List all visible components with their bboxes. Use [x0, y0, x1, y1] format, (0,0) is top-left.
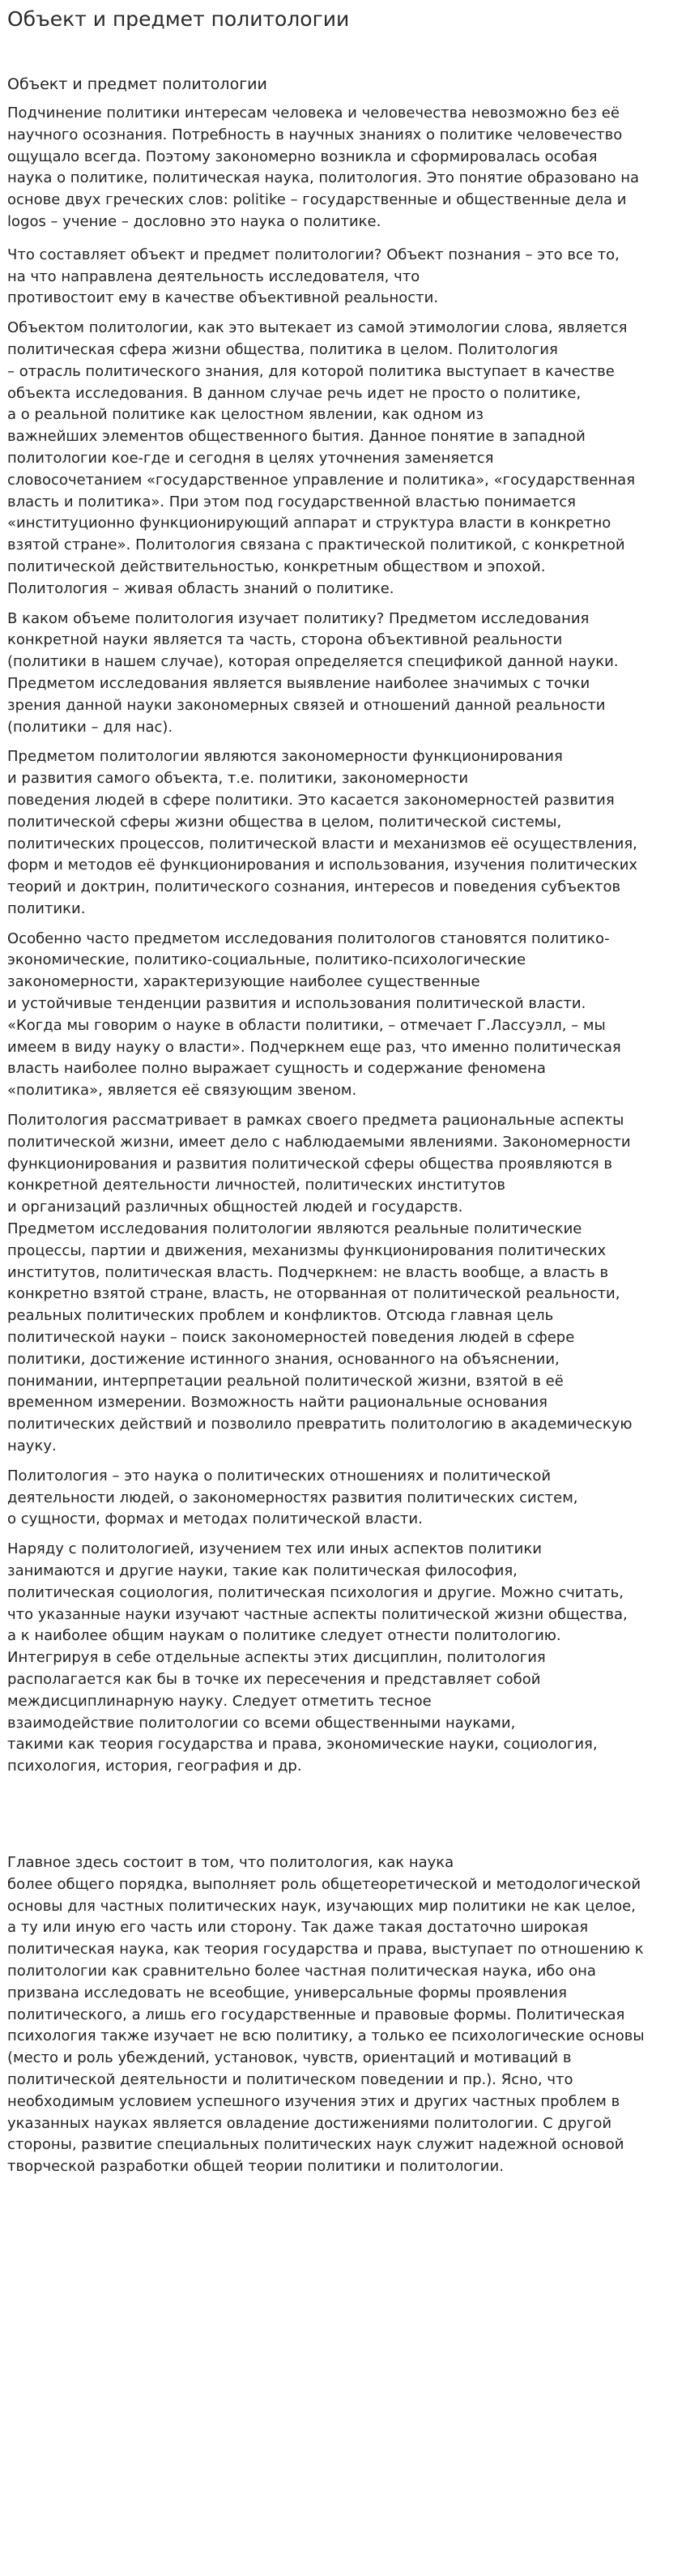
- closing-paragraph: Главное здесь состоит в том, что политология, как наука более общего порядка, выполняет роль общетеоретической и методологической основы для частных политических наук, изучающих мир политики не как целое, а ту или иную его часть или сторону. Так даже такая достаточно широкая политическая наука, как теория государства и права, выступает по отношению к политологии как сравнительно более частная политическая наука, ибо она призвана исследовать не всеобщие, универсальные формы проявления политического, а лишь его государственные и правовые формы. Политическая психология также изучает не всю политику, а только ее психологические основы (место и роль убеждений, установок, чувств, ориентаций и мотиваций в политической деятельности и политическом поведении и пр.). Ясно, что необходимым условием успешного изучения этих и других частных проблем в указанных науках является овладение достижениями политологии. С другой стороны, развитие специальных политических наук служит надежной основой творческой разработки общей теории политики и политологии.: [7, 1853, 645, 2176]
- paragraph: Наряду с политологией, изучением тех или иных аспектов политики занимаются и другие науки, такие как политическая философия, политическая социология, политическая психология и другие. Можно считать, что указанные науки изучают частные аспекты политической жизни общества, а к наиболее общим наукам о политике следует отнести политологию. Интегрируя в себе отдельные аспекты этих дисциплин, политология располагается как бы в точке их пересечения и представляет собой междисциплинарную науку. Следует отметить тесное взаимодействие политологии со всеми общественными науками, такими как теория государства и права, экономические науки, социология, психология, история, география и др.: [7, 1540, 628, 1775]
- paragraph: Предметом политологии являются закономерности функционирования и развития самого объекта, т.е. политики, закономерности поведения людей в сфере политики. Это касается закономерностей развития политической сферы жизни общества в целом, политической системы, политических процессов, политической власти и механизмов её осуществления, форм и методов её функционирования и использования, изучения политических теорий и доктрин, политического сознания, интересов и поведения субъектов политики.: [7, 748, 638, 917]
- section-heading: Объект и предмет политологии: [7, 75, 267, 93]
- paragraph: Подчинение политики интересам человека и человечества невозможно без её научного осознания. Потребность в научных знаниях о политике человечество ощущало всегда. Поэтому закономерно возникла и сформировалась особая наука о политике, политическая наука, политология. Это понятие образовано на основe двух греческих слов: politike – государственные и общественные дела и logos – учение – дословно это наука о политике.: [7, 105, 640, 230]
- paragraph: Политология рассматривает в рамках своего предмета рациональные аспекты политической жизни, имеет дело с наблюдаемыми явлениями. Закономерности функционирования и развития политической сферы общества проявляются в конкретной деятельности личностей, политических институтов и организаций различных общностей людей и государств. Предметом исследования политологии являются реальные политические процессы, партии и движения, механизмы функционирования политических институтов, политическая власть. Подчеркнем: не власть вообще, а власть в конкретно взятой стране, власть, не оторванная от политической реальности, реальных политических проблем и конфликтов. Отсюда главная цель политической науки – поиск закономерностей поведения людей в сфере политики, достижение истинного знания, основанного на объяснении, понимании, интерпретации реальной политической жизни, взятой в её временном измерении. Возможность найти рациональные основания политических действий и позволило превратить политологию в академическую науку.: [7, 1112, 633, 1455]
- document-body: [7, 103, 678, 2178]
- paragraph: В каком объеме политология изучает политику? Предметом исследования конкретной науки является та часть, сторона объективной реальности (политики в нашем случае), которая определяется спецификой данной науки. Предметом исследования является выявление наиболее значимых с точки зрения данной науки закономерных связей и отношений данной реальности (политики – для нас).: [7, 609, 619, 736]
- paragraph: Особенно часто предметом исследования политологов становятся политико- экономические, политико-социальные, политико-психологические закономерности, характеризующие наиболее существенные и устойчивые тенденции развития и использования политической власти. «Когда мы говорим о науке в области политики, – отмечает Г.Лассуэлл, – мы имеем в виду науку о власти». Подчеркнем еще раз, что именно политическая власть наиболее полно выражает сущность и содержание феномена «политика», является её связующим звеном.: [7, 929, 621, 1100]
- paragraph: Политология – это наука о политических отношениях и политической деятельности людей, о закономерностях развития политических систем, о сущности, формах и методах политической власти.: [7, 1467, 578, 1528]
- paragraph: Объектом политологии, как это вытекает из самой этимологии слова, является политическая сфера жизни общества, политика в целом. Политология – отрасль политического знания, для которой политика выступает в качестве объекта исследования. В данном случае речь идет не просто о политике, а о реальной политике как целостном явлении, как одном из важнейших элементов общественного бытия. Данное понятие в западной политологии кое-где и сегодня в целях уточнения заменяется словосочетанием «государственное управление и политика», «государственная власть и политика». При этом под государственной властью понимается «институционно функционирующий аппарат и структура власти в конкретно взятой стране». Политология связана с практической политикой, с конкретной политической действительностью, конкретным обществом и эпохой. Политология – живая область знаний о политике.: [7, 319, 636, 597]
- paragraph: Что составляет объект и предмет политологии? Объект познания – это все то, на что направлена деятельность исследователя, что противостоит ему в качестве объективной реальности.: [7, 246, 620, 307]
- document-title: Объект и предмет политологии: [7, 7, 350, 31]
